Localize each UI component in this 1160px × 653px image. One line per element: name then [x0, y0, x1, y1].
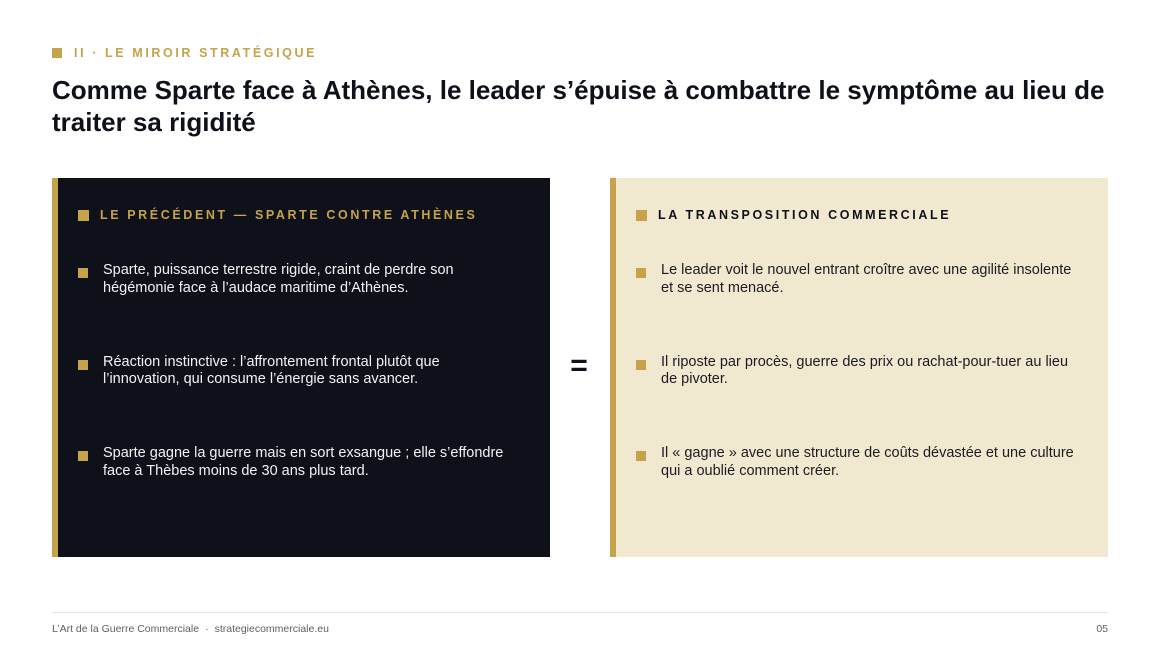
- footer-divider: [52, 612, 1108, 613]
- bullet-square-icon: [636, 451, 646, 461]
- section-eyebrow: [52, 46, 317, 60]
- list-item-text: Réaction instinctive : l’affrontement frontal plutôt que l’innovation, qui consume l’énergie sans avancer.: [103, 353, 440, 387]
- eyebrow-label: II · LE MIROIR STRATÉGIQUE: [74, 46, 318, 60]
- heading-square-icon: [78, 210, 89, 221]
- footer-credits: [52, 623, 329, 635]
- transposition-list: [636, 262, 1076, 537]
- list-item: [78, 445, 518, 537]
- equals-connector: =: [570, 349, 588, 382]
- bullet-square-icon: [78, 451, 88, 461]
- list-item-text: Sparte, puissance terrestre rigide, craint de perdre son hégémonie face à l’audace maritime d’Athènes.: [103, 262, 454, 296]
- bullet-square-icon: [78, 360, 88, 370]
- footer-website: strategiecommerciale.eu: [214, 623, 329, 635]
- bullet-square-icon: [636, 268, 646, 278]
- transposition-panel: [610, 178, 1108, 557]
- slide-title: Comme Sparte face à Athènes, le leader s’épuise à combattre le symptôme au lieu de traiter sa rigidité: [52, 75, 1105, 137]
- transposition-heading-label: LA TRANSPOSITION COMMERCIALE: [658, 208, 952, 222]
- list-item: [636, 354, 1076, 446]
- list-item: [636, 262, 1076, 354]
- precedent-heading-label: LE PRÉCÉDENT — SPARTE CONTRE ATHÈNES: [100, 208, 478, 222]
- bullet-square-icon: [636, 360, 646, 370]
- heading-square-icon: [636, 210, 647, 221]
- precedent-panel-heading: [78, 208, 477, 222]
- footer-separator: ·: [205, 623, 209, 635]
- list-item-text: Sparte gagne la guerre mais en sort exsangue ; elle s’effondre face à Thèbes moins de 30 ans plus tard.: [103, 445, 504, 479]
- precedent-list: [78, 262, 518, 537]
- page-number: 05: [1096, 623, 1108, 635]
- list-item: [78, 262, 518, 354]
- list-item-text: Le leader voit le nouvel entrant croître avec une agilité insolente et se sent menacé.: [661, 262, 1072, 296]
- bullet-square-icon: [78, 268, 88, 278]
- footer-publication: L’Art de la Guerre Commerciale: [52, 623, 200, 635]
- precedent-panel: [52, 178, 550, 557]
- list-item: [78, 354, 518, 446]
- list-item: [636, 445, 1076, 537]
- list-item-text: Il riposte par procès, guerre des prix ou rachat-pour-tuer au lieu de pivoter.: [661, 353, 1069, 387]
- eyebrow-square-icon: [52, 48, 62, 58]
- list-item-text: Il « gagne » avec une structure de coûts dévastée et une culture qui a oublié comment créer.: [661, 445, 1074, 479]
- transposition-panel-heading: [636, 208, 951, 222]
